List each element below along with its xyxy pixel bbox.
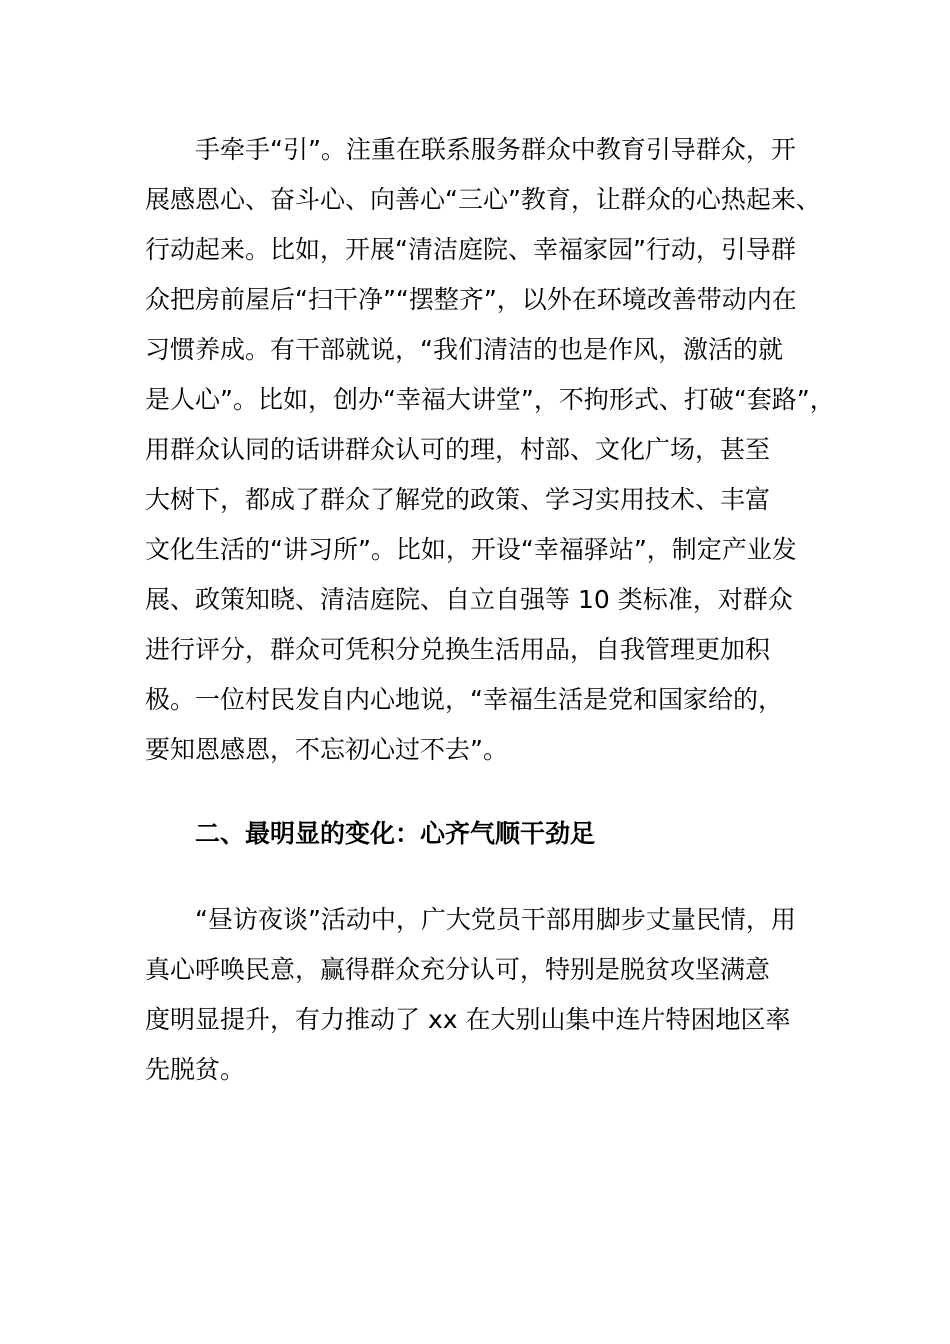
paragraph-1-line-9: 文化生活的“讲习所”。比如，开设“幸福驿站”，制定产业发 <box>145 535 797 564</box>
paragraph-2-line-1: “昼访夜谈”活动中，广大党员干部用脚步丈量民情，用 <box>195 905 796 934</box>
paragraph-2-line-3: 度明显提升，有力推动了 xx 在大别山集中连片特困地区率 <box>145 1005 791 1034</box>
paragraph-1-line-11: 进行评分，群众可凭积分兑换生活用品，自我管理更加积 <box>145 635 771 664</box>
paragraph-1-line-13: 要知恩感恩，不忘初心过不去”。 <box>145 735 508 764</box>
paragraph-1-line-2: 展感恩心、奋斗心、向善心“三心”教育，让群众的心热起来、 <box>145 185 821 214</box>
paragraph-1-line-5: 习惯养成。有干部就说，“我们清洁的也是作风，激活的就 <box>145 335 783 364</box>
paragraph-1-line-6: 是人心”。比如，创办“幸福大讲堂”，不拘形式、打破“套路”， <box>145 385 835 414</box>
paragraph-1-line-4: 众把房前屋后“扫干净”“摆整齐”，以外在环境改善带动内在 <box>145 285 797 314</box>
paragraph-1-line-12: 极。一位村民发自内心地说，“幸福生活是党和国家给的， <box>145 685 783 714</box>
paragraph-2-line-4: 先脱贫。 <box>145 1055 246 1084</box>
paragraph-1-line-1: 手牵手“引”。注重在联系服务群众中教育引导群众，开 <box>195 135 796 164</box>
paragraph-2-line-2: 真心呼唤民意，赢得群众充分认可，特别是脱贫攻坚满意 <box>145 955 771 984</box>
paragraph-1-line-3: 行动起来。比如，开展“清洁庭院、幸福家园”行动，引导群 <box>145 235 796 264</box>
paragraph-1-line-10: 展、政策知晓、清洁庭院、自立自强等 10 类标准，对群众 <box>145 585 793 614</box>
paragraph-1-line-7: 用群众认同的话讲群众认可的理，村部、文化广场，甚至 <box>145 435 771 464</box>
paragraph-1-line-8: 大树下，都成了群众了解党的政策、学习实用技术、丰富 <box>145 485 771 514</box>
section-heading: 二、最明显的变化：心齐气顺干劲足 <box>195 819 596 848</box>
